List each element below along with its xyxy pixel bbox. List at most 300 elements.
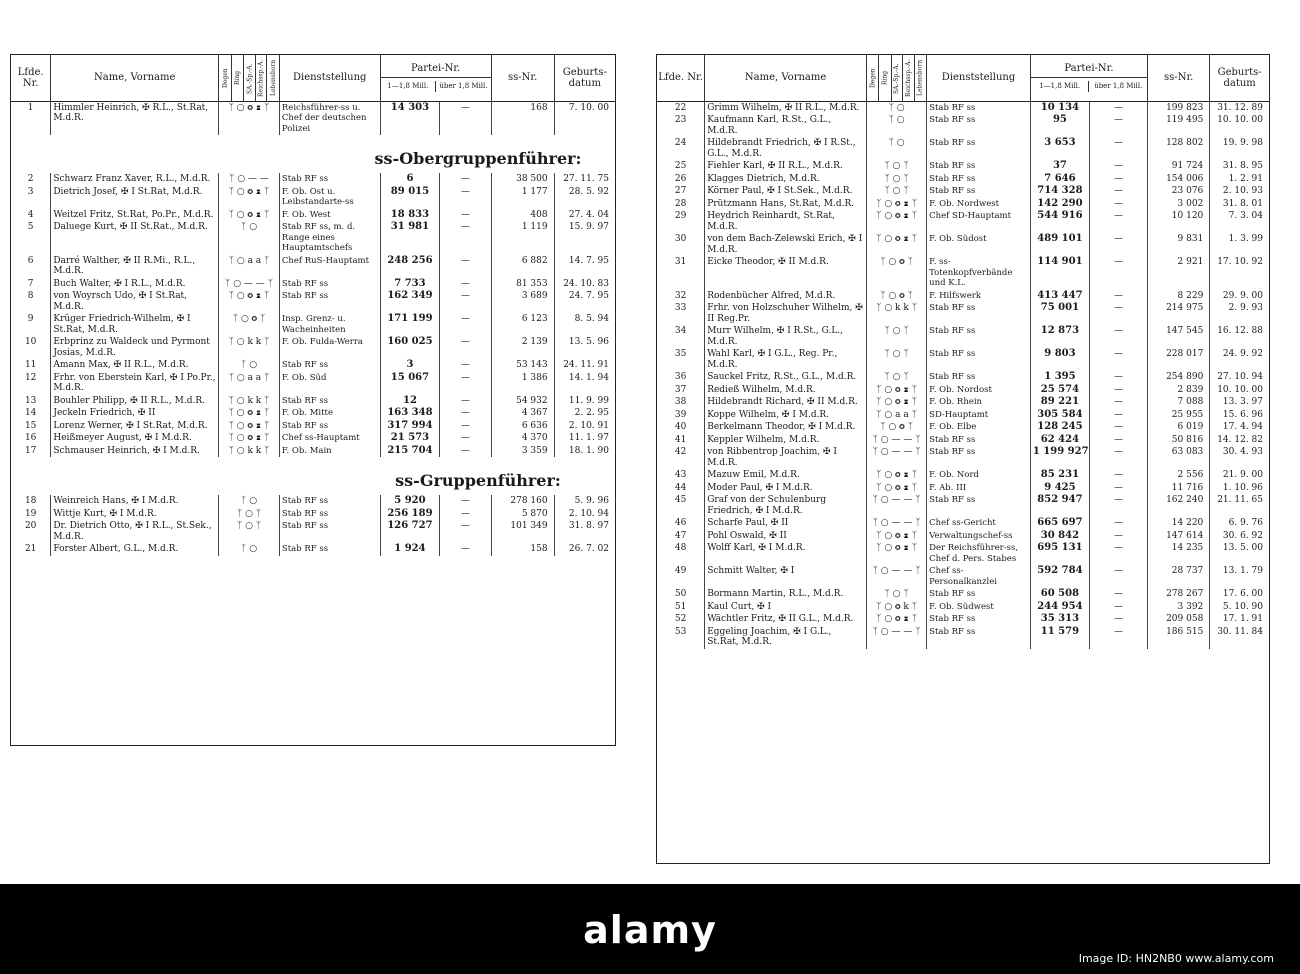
row-number: 21 [24,544,37,554]
row-number: 17 [24,445,37,456]
row-number: 6 [27,255,34,266]
row-name: Berkelmann Theodor, ✠ I M.d.R. [705,421,867,434]
row-number: 52 [674,614,687,624]
row-birthdate: 13. 3. 97 [1210,396,1269,409]
table-row [657,434,1269,447]
row-birthdate: 31. 12. 89 [1210,101,1269,114]
row-ss-number: 81 353 [491,278,554,291]
row-symbols: ᛉ ○ ✪ ♜ ᛉ [219,407,280,420]
table-row [11,520,615,543]
row-party-a: 3 653 [1030,137,1089,160]
row-number: 23 [674,115,687,125]
table-row [11,359,615,372]
row-symbols: ᛉ ○ — — ᛉ [867,565,927,588]
header-dienst: Dienststellung [927,55,1031,101]
row-birthdate: 14. 12. 82 [1210,434,1269,447]
row-ss-number: 162 240 [1148,494,1210,517]
row-birthdate: 11. 9. 99 [554,395,615,408]
row-name: Sauckel Fritz, R.St., G.L., M.d.R. [705,371,867,384]
row-symbols: ᛉ ○ [219,495,280,508]
row-number: 31 [674,257,687,267]
row-party-a: 1 924 [380,543,440,556]
header-geb: Geburts-datum [1210,55,1269,101]
row-party-b: — [440,359,491,372]
row-birthdate: 17. 6. 00 [1210,588,1269,601]
row-symbols: ᛉ ○ a a ᛉ [219,255,280,278]
row-party-a: 126 727 [380,520,440,543]
row-party-b: — [440,445,491,458]
row-ss-number: 101 349 [491,520,554,543]
row-symbols: ᛉ ○ ᛉ [867,325,927,348]
row-position: F. Ob. Nordwest [927,198,1031,211]
row-name: Körner Paul, ✠ I St.Sek., M.d.R. [705,185,867,198]
row-name: Himmler Heinrich, ✠ R.L., St.Rat, M.d.R. [51,101,219,135]
row-birthdate: 1. 10. 96 [1210,482,1269,495]
row-birthdate: 1. 3. 99 [1210,233,1269,256]
row-name: Weitzel Fritz, St.Rat, Po.Pr., M.d.R. [51,209,219,222]
row-name: Hildebrandt Friedrich, ✠ I R.St., G.L., M.d.R. [705,137,867,160]
row-ss-number: 128 802 [1148,137,1210,160]
header-sa-sp: SA.-Sp.-A. [891,55,902,101]
row-position: F. Ob. Elbe [927,421,1031,434]
row-ss-number: 10 120 [1148,210,1210,233]
row-name: Lorenz Werner, ✠ I St.Rat, M.d.R. [51,420,219,433]
row-party-a: 142 290 [1030,198,1089,211]
row-number: 27 [674,186,687,196]
row-birthdate: 6. 9. 76 [1210,517,1269,530]
header-dienst: Dienststellung [279,55,380,101]
row-number: 4 [27,209,34,220]
row-party-b: — [1089,409,1147,422]
row-name: Wächtler Fritz, ✠ II G.L., M.d.R. [705,613,867,626]
row-ss-number: 278 160 [491,495,554,508]
row-birthdate: 11. 1. 97 [554,432,615,445]
row-ss-number: 1 119 [491,221,554,255]
row-position: F. Ob. Nord [927,469,1031,482]
row-symbols: ᛉ ○ k k ᛉ [219,336,280,359]
row-name: Weinreich Hans, ✠ I M.d.R. [51,495,219,508]
row-symbols: ᛉ ○ — — ᛉ [219,278,280,291]
row-number: 42 [674,447,687,457]
row-symbols: ᛉ ○ [867,137,927,160]
row-party-b: — [1089,482,1147,495]
row-symbols: ᛉ ○ ✪ ♜ ᛉ [867,482,927,495]
row-party-b: — [1089,517,1147,530]
table-row [11,209,615,222]
table-row [11,495,615,508]
row-party-b: — [440,290,491,313]
row-symbols: ᛉ ○ k k ᛉ [867,302,927,325]
table-row [657,588,1269,601]
row-ss-number: 6 019 [1148,421,1210,434]
row-symbols: ᛉ ○ k k ᛉ [219,395,280,408]
row-party-a: 317 994 [380,420,440,433]
row-ss-number: 3 392 [1148,601,1210,614]
row-ss-number: 53 143 [491,359,554,372]
watermark-logo: alamy [583,908,717,952]
row-party-b: — [1089,233,1147,256]
row-position: Stab RF ss [927,185,1031,198]
table-row [657,494,1269,517]
row-name: von dem Bach-Zelewski Erich, ✠ I M.d.R. [705,233,867,256]
row-party-a: 14 303 [380,101,440,135]
row-name: Graf von der Schulenburg Friedrich, ✠ I M.d.R. [705,494,867,517]
table-row [657,198,1269,211]
row-name: Mazuw Emil, M.d.R. [705,469,867,482]
header-partei-a: 1—1,8 Mill. [1031,81,1090,92]
row-position: Stab RF ss [927,137,1031,160]
row-ss-number: 23 076 [1148,185,1210,198]
row-symbols: ᛉ ○ ✪ ᛉ [219,313,280,336]
row-birthdate: 27. 10. 94 [1210,371,1269,384]
row-number: 49 [674,566,687,576]
header-partei-title: Partei-Nr. [381,63,491,78]
table-row [11,432,615,445]
row-name: Wahl Karl, ✠ I G.L., Reg. Pr., M.d.R. [705,348,867,371]
row-birthdate: 27. 4. 04 [554,209,615,222]
row-party-b: — [1089,210,1147,233]
row-ss-number: 8 229 [1148,290,1210,303]
row-number: 38 [674,397,687,407]
header-partei-sub [1031,78,1147,92]
table-row [657,233,1269,256]
row-symbols: ᛉ ○ ᛉ [867,185,927,198]
row-party-a: 89 221 [1030,396,1089,409]
row-party-a: 163 348 [380,407,440,420]
section-heading-row [11,457,615,495]
row-birthdate: 10. 10. 00 [1210,384,1269,397]
row-party-b: — [440,495,491,508]
row-position: Stab RF ss [927,434,1031,447]
row-symbols: ᛉ ○ ᛉ [867,588,927,601]
table-row [657,626,1269,649]
row-position: Der Reichsführer-ss, Chef d. Pers. Stabes [927,542,1031,565]
table-row [11,101,615,135]
row-number: 5 [27,222,34,232]
row-party-b: — [1089,114,1147,137]
row-party-b: — [440,420,491,433]
row-ss-number: 2 839 [1148,384,1210,397]
row-party-a: 1 395 [1030,371,1089,384]
row-position: F. Ob. Rhein [927,396,1031,409]
header-sa-sp: SA.-Sp.-A. [244,55,256,101]
row-party-b: — [1089,601,1147,614]
row-name: von Woyrsch Udo, ✠ I St.Rat, M.d.R. [51,290,219,313]
row-ss-number: 14 235 [1148,542,1210,565]
table-row [11,543,615,556]
row-birthdate: 16. 12. 88 [1210,325,1269,348]
book-gutter [630,40,642,840]
row-position: F. Hilfswerk [927,290,1031,303]
table-row [657,421,1269,434]
row-position: F. Ob. Main [279,445,380,458]
row-ss-number: 214 975 [1148,302,1210,325]
table-row [11,173,615,186]
row-position: F. ss-Totenkopfverbände und K.L. [927,256,1031,290]
row-name: Schmitt Walter, ✠ I [705,565,867,588]
row-ss-number: 158 [491,543,554,556]
row-ss-number: 2 556 [1148,469,1210,482]
row-symbols: ᛉ ○ ✪ ♜ ᛉ [219,420,280,433]
header-name: Name, Vorname [51,55,219,101]
row-party-a: 3 [380,359,440,372]
row-number: 12 [24,372,37,383]
row-birthdate: 17. 4. 94 [1210,421,1269,434]
header-name: Name, Vorname [705,55,867,101]
row-position: F. Ob. Nordost [927,384,1031,397]
row-position: Stab RF ss [927,494,1031,517]
row-party-b: — [440,508,491,521]
row-symbols: ᛉ ○ ✪ ♜ ᛉ [867,210,927,233]
row-name: Jeckeln Friedrich, ✠ II [51,407,219,420]
row-name: Moder Paul, ✠ I M.d.R. [705,482,867,495]
row-number: 13 [24,395,37,406]
row-ss-number: 2 921 [1148,256,1210,290]
table-row [657,542,1269,565]
row-birthdate: 13. 5. 96 [554,336,615,359]
row-position: Reichsführer-ss u. Chef der deutschen Polizei [279,101,380,135]
row-birthdate: 2. 2. 95 [554,407,615,420]
table-row [657,101,1269,114]
table-row [657,256,1269,290]
row-party-a: 248 256 [380,255,440,278]
row-symbols: ᛉ ○ ✪ ᛉ [867,256,927,290]
row-number: 2 [27,174,34,184]
header-lebensborn: Lebensborn [914,55,926,101]
row-birthdate: 2. 9. 93 [1210,302,1269,325]
row-symbols: ᛉ ○ — — ᛉ [867,626,927,649]
row-party-a: 1 199 927 [1030,446,1089,469]
row-birthdate: 10. 10. 00 [1210,114,1269,137]
header-partei-title: Partei-Nr. [1031,63,1147,78]
row-birthdate: 30. 11. 84 [1210,626,1269,649]
row-position: Stab RF ss [279,173,380,186]
row-ss-number: 3 359 [491,445,554,458]
row-birthdate: 24. 11. 91 [554,359,615,372]
row-position: Chef SD-Hauptamt [927,210,1031,233]
row-position: Verwaltungschef-ss [927,530,1031,543]
row-party-b: — [440,278,491,291]
row-number: 28 [674,198,687,209]
row-number: 19 [24,508,37,519]
row-number: 32 [674,290,687,301]
header-lebensborn: Lebensborn [267,55,280,101]
row-ss-number: 154 006 [1148,173,1210,186]
row-symbols: ᛉ ○ ᛉ [867,160,927,173]
row-number: 7 [27,278,34,289]
row-number: 39 [674,409,687,420]
row-party-b: — [1089,530,1147,543]
row-party-b: — [440,520,491,543]
row-party-a: 60 508 [1030,588,1089,601]
row-party-b: — [1089,588,1147,601]
table-row [657,210,1269,233]
header-partei [380,55,491,101]
row-ss-number: 38 500 [491,173,554,186]
row-party-a: 85 231 [1030,469,1089,482]
row-position: F. Ob. Südost [927,233,1031,256]
row-number: 14 [24,408,37,418]
header-geb: Geburts-datum [554,55,615,101]
row-name: Dietrich Josef, ✠ I St.Rat, M.d.R. [51,186,219,209]
row-name: Klagges Dietrich, M.d.R. [705,173,867,186]
row-number: 25 [674,161,687,171]
row-number: 45 [674,495,687,505]
row-position: F. Ob. Südwest [927,601,1031,614]
row-ss-number: 186 515 [1148,626,1210,649]
header-lfd: Lfde. Nr. [657,55,705,101]
row-ss-number: 4 370 [491,432,554,445]
row-birthdate: 24. 10. 83 [554,278,615,291]
row-birthdate: 30. 4. 93 [1210,446,1269,469]
section-heading: ss-Obergruppenführer: [374,148,582,168]
header-partei-b: über 1,8 Mill. [439,82,488,91]
row-party-b: — [1089,384,1147,397]
row-party-a: 489 101 [1030,233,1089,256]
row-name: Bormann Martin, R.L., M.d.R. [705,588,867,601]
row-name: Heydrich Reinhardt, St.Rat, M.d.R. [705,210,867,233]
section-heading-cell [11,457,615,495]
header-degen: Degen [219,55,232,101]
row-name: Krüger Friedrich-Wilhelm, ✠ I St.Rat, M.d.R. [51,313,219,336]
row-party-a: 30 842 [1030,530,1089,543]
row-number: 8 [27,291,34,301]
row-birthdate: 21. 11. 65 [1210,494,1269,517]
row-birthdate: 31. 8. 01 [1210,198,1269,211]
row-party-a: 5 920 [380,495,440,508]
row-party-b: — [1089,446,1147,469]
row-name: Forster Albert, G.L., M.d.R. [51,543,219,556]
row-position: Stab RF ss [927,588,1031,601]
row-position: Stab RF ss [927,371,1031,384]
row-position: Stab RF ss [279,278,380,291]
row-party-a: 160 025 [380,336,440,359]
row-party-b: — [1089,160,1147,173]
header-reichssp: Reichssp.-A. [255,55,267,101]
row-party-b: — [440,173,491,186]
row-party-a: 25 574 [1030,384,1089,397]
row-ss-number: 5 870 [491,508,554,521]
row-position: Stab RF ss [279,359,380,372]
row-symbols: ᛉ ○ [219,221,280,255]
row-party-a: 6 [380,173,440,186]
row-birthdate: 13. 5. 00 [1210,542,1269,565]
row-name: Kaul Curt, ✠ I [705,601,867,614]
row-number: 40 [674,422,687,432]
row-party-a: 89 015 [380,186,440,209]
row-party-b: — [1089,325,1147,348]
row-number: 24 [674,138,687,148]
row-name: Schwarz Franz Xaver, R.L., M.d.R. [51,173,219,186]
row-party-a: 9 425 [1030,482,1089,495]
row-ss-number: 408 [491,209,554,222]
row-birthdate: 30. 6. 92 [1210,530,1269,543]
row-party-a: 95 [1030,114,1089,137]
row-position: Stab RF ss [927,348,1031,371]
table-row [657,384,1269,397]
row-number: 16 [24,433,37,443]
row-symbols: ᛉ ○ ᛉ [867,348,927,371]
row-symbols: ᛉ ○ ✪ ♜ ᛉ [867,396,927,409]
row-party-a: 128 245 [1030,421,1089,434]
row-position: Stab RF ss [279,508,380,521]
table-row [657,517,1269,530]
row-ss-number: 63 083 [1148,446,1210,469]
row-position: Chef RuS-Hauptamt [279,255,380,278]
row-symbols: ᛉ ○ k k ᛉ [219,445,280,458]
row-party-b: — [1089,173,1147,186]
row-ss-number: 278 267 [1148,588,1210,601]
row-party-a: 413 447 [1030,290,1089,303]
row-number: 46 [674,518,687,528]
row-birthdate: 28. 5. 92 [554,186,615,209]
row-position: Stab RF ss [927,626,1031,649]
table-row [657,348,1269,371]
row-symbols: ᛉ ○ ✪ ♜ ᛉ [867,542,927,565]
row-birthdate: 5. 9. 96 [554,495,615,508]
row-birthdate: 26. 7. 02 [554,543,615,556]
row-symbols: ᛉ ○ ᛉ [219,520,280,543]
row-symbols: ᛉ ○ ✪ k ᛉ [867,601,927,614]
row-party-b: — [1089,542,1147,565]
row-name: Erbprinz zu Waldeck und Pyrmont Josias, M.d.R. [51,336,219,359]
right-header-row [657,55,1269,101]
row-position: F. Ob. West [279,209,380,222]
table-row [657,530,1269,543]
row-ss-number: 209 058 [1148,613,1210,626]
row-birthdate: 18. 1. 90 [554,445,615,458]
table-row [657,302,1269,325]
row-ss-number: 3 689 [491,290,554,313]
row-ss-number: 168 [491,101,554,135]
row-symbols: ᛉ ○ [219,359,280,372]
row-name: Dr. Dietrich Otto, ✠ I R.L., St.Sek., M.d.R. [51,520,219,543]
row-party-a: 10 134 [1030,101,1089,114]
row-party-a: 852 947 [1030,494,1089,517]
row-name: Rodenbücher Alfred, M.d.R. [705,290,867,303]
row-number: 43 [674,470,687,480]
row-ss-number: 1 177 [491,186,554,209]
row-birthdate: 2. 10. 91 [554,420,615,433]
row-party-b: — [440,101,491,135]
row-ss-number: 4 367 [491,407,554,420]
row-position: Stab RF ss [279,395,380,408]
row-name: Scharfe Paul, ✠ II [705,517,867,530]
row-number: 9 [27,314,34,324]
row-symbols: ᛉ ○ ✪ ♜ ᛉ [867,469,927,482]
row-party-a: 244 954 [1030,601,1089,614]
row-party-b: — [1089,421,1147,434]
table-row [657,601,1269,614]
row-position: Stab RF ss [927,173,1031,186]
table-row [657,160,1269,173]
row-symbols: ᛉ ○ ✪ ♜ ᛉ [219,186,280,209]
row-name: Keppler Wilhelm, M.d.R. [705,434,867,447]
row-party-a: 37 [1030,160,1089,173]
row-party-a: 18 833 [380,209,440,222]
row-symbols: ᛉ ○ ✪ ♜ ᛉ [867,613,927,626]
section-heading: ss-Gruppenführer: [395,470,561,490]
row-name: Wolff Karl, ✠ I M.d.R. [705,542,867,565]
row-ss-number: 50 816 [1148,434,1210,447]
row-party-a: 695 131 [1030,542,1089,565]
row-position: Stab RF ss [279,495,380,508]
row-name: Murr Wilhelm, ✠ I R.St., G.L., M.d.R. [705,325,867,348]
table-row [11,372,615,395]
row-position: SD-Hauptamt [927,409,1031,422]
row-position: F. Ob. Mitte [279,407,380,420]
row-symbols: ᛉ ○ ✪ ♜ ᛉ [867,384,927,397]
